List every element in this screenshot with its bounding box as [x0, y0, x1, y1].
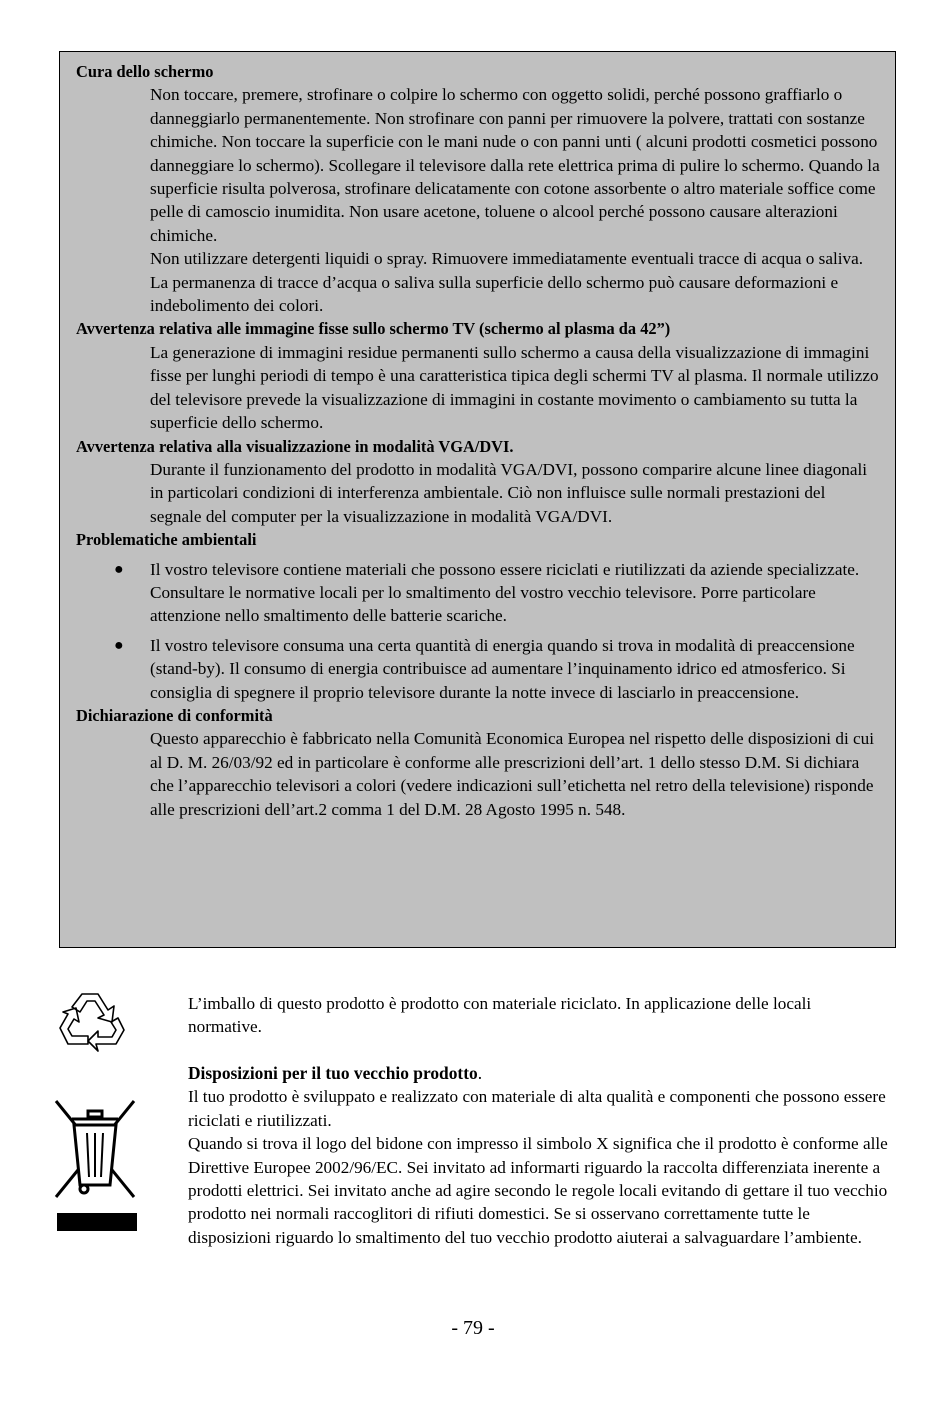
bullet-icon: ● — [114, 636, 124, 654]
environment-list — [76, 558, 881, 704]
disposal-title-period: . — [477, 1063, 483, 1083]
vga-dvi-paragraph: Durante il funzionamento del prodotto in modalità VGA/DVI, possono comparire alcune linee diagonali in particolari condizioni di interferenza ambientale. Ciò non influisce sulle normali prestazioni del segnale del computer per la visualizzazione in modalità VGA/DVI. — [150, 459, 868, 526]
section-heading-conformity: Dichiarazione di conformità — [76, 705, 273, 725]
section-heading-still-images: Avvertenza relativa alle immagine fisse sullo schermo TV (schermo al plasma da 42”) — [76, 319, 671, 339]
recycle-icon — [52, 988, 132, 1064]
disposal-text-1: Il tuo prodotto è sviluppato e realizzato con materiale di alta qualità e componenti che possono essere riciclati e riutilizzati. — [188, 1087, 886, 1130]
disposal-text-2: Quando si trova il logo del bidone con impresso il simbolo X significa che il prodotto è conforme alle Direttive Europee 2002/96/EC. Sei invitato ad informarti riguardo la raccolta differenziata inerente a prodotti elettrici. Sei invitato anche ad agire secondo le regole locali evitando di gettare il tuo vecchio prodotto nei normali raccoglitori di rifiuti domestici. Se si osservano correttamente tutte le disposizioni riguardo lo smaltimento del tuo vecchio prodotto aiuterai a salvaguardare l’ambiente. — [188, 1134, 888, 1247]
section-heading-environment: Problematiche ambientali — [76, 530, 257, 550]
disposal-title-text: Disposizioni per il tuo vecchio prodotto — [188, 1063, 478, 1083]
page-number: - 79 - — [451, 1317, 495, 1339]
screen-care-paragraph-1: Non toccare, premere, strofinare o colpire lo schermo con oggetto solidi, perché possono graffiarlo o danneggiarlo permanentemente. Non strofinare con panni per rimuovere la polvere, trattati con sostanze chimiche. Non toccare la superficie con le mani nude o con panni unti ( alcuni prodotti cosmetici possono danneggiare lo schermo). Scollegare il televisore dalla rete elettrica prima di pulire lo schermo. Quando la superficie risulta polverosa, strofinare delicatamente con cotone assorbente o altro materiale soffice come pelle di camoscio inumidita. Non usare acetone, toluene o alcool perché possono causare alterazioni chimiche. — [150, 85, 880, 245]
list-item — [76, 558, 881, 628]
disposal-title — [188, 1062, 888, 1085]
list-item — [76, 634, 881, 704]
crossed-bin-icon — [52, 1097, 142, 1233]
recycle-text: L’imballo di questo prodotto è prodotto con materiale riciclato. In applicazione delle locali normative. — [188, 994, 812, 1037]
disposal-section — [188, 1048, 888, 1249]
list-item-text: Il vostro televisore consuma una certa quantità di energia quando si trova in modalità di preaccensione (stand-by). Il consumo di energia contribuisce ad aumentare l’inquinamento idrico ed atmosferico. Si consiglia di spegnere il proprio televisore durante la notte invece di lasciarlo in preaccensione. — [150, 635, 855, 702]
list-item-text: Il vostro televisore contiene materiali che possono essere riciclati e riutilizzati da aziende specializzate. Consultare le normative locali per lo smaltimento del vostro vecchio televisore. Porre particolare attenzione nello smaltimento delle batterie scariche. — [150, 559, 860, 626]
info-box — [59, 51, 896, 948]
still-images-paragraph: La generazione di immagini residue permanenti sullo schermo a causa della visualizzazione di immagini fisse per lunghi periodi di tempo è una caratteristica tipica degli schermi TV al plasma. Il normale utilizzo del televisore prevede la visualizzazione di immagini in costante movimento o cambiamento su tutta la superficie dello schermo. — [150, 342, 879, 433]
section-heading-vga-dvi: Avvertenza relativa alla visualizzazione in modalità VGA/DVI. — [76, 436, 514, 456]
recycle-note — [188, 992, 888, 1039]
section-heading-screen-care: Cura dello schermo — [76, 62, 214, 81]
conformity-paragraph: Questo apparecchio è fabbricato nella Comunità Economica Europea nel rispetto delle disposizioni di cui al D. M. 26/03/92 ed in particolare è conforme alle prescrizioni dell’art. 1 dello stesso D.M. Si dichiara che l’apparecchio televisori a colori (vedere indicazioni sull’etichetta nel retro della televisione) risponde alle prescrizioni dell’art.2 comma 1 del D.M. 28 Agosto 1995 n. 548. — [150, 729, 875, 819]
screen-care-paragraph-2: Non utilizzare detergenti liquidi o spray. Rimuovere immediatamente eventuali tracce di acqua o saliva. La permanenza di tracce d’acqua o saliva sulla superficie dello schermo può causare deformazioni e indebolimento dei colori. — [150, 249, 864, 316]
bullet-icon: ● — [114, 560, 124, 578]
